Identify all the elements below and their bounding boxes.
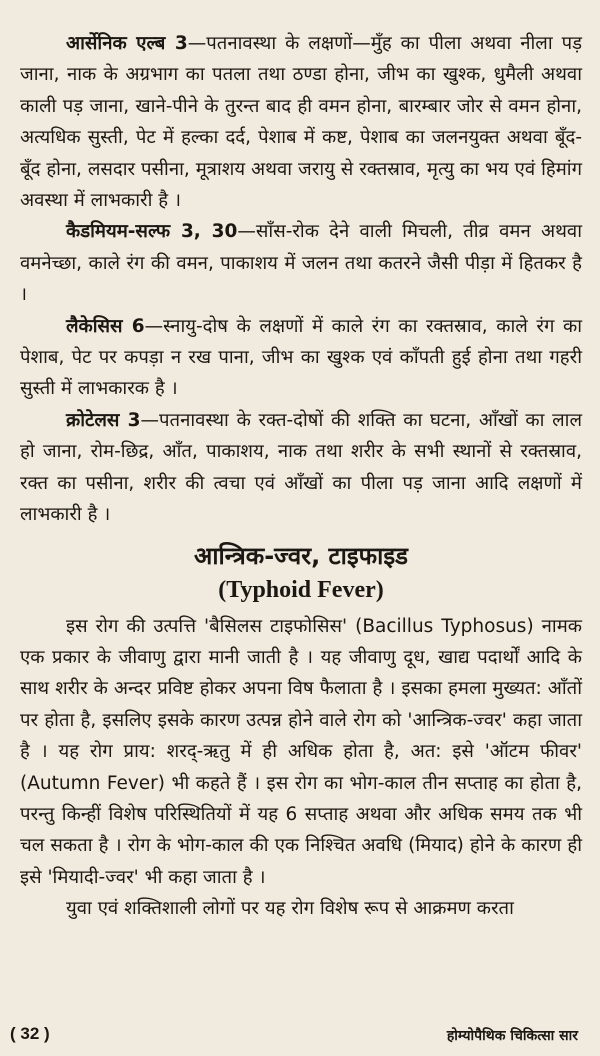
page-footer [0, 1016, 600, 1056]
remedy-paragraph-cadmium [20, 216, 582, 310]
remedy-description: —पतनावस्था के रक्त-दोषों की शक्ति का घटना, आँखों का लाल हो जाना, रोम-छिद्र, आँत, पाकाशय, नाक तथा शरीर के सभी स्थानों से रक्तस्राव, रक्त का पसीना, शरीर की त्वचा एवं आँखों का पीला पड़ जाना आदि लक्षणों में लाभकारी है । [20, 409, 582, 526]
remedy-paragraph-crotalus [20, 405, 582, 531]
remedy-paragraph-lachesis [20, 311, 582, 405]
remedy-paragraph-arsenic [20, 28, 582, 216]
remedy-name: क्रोटेलस 3 [66, 409, 141, 431]
page-number: ( 32 ) [10, 1024, 50, 1043]
running-book-title: होम्योपैथिक चिकित्सा सार [446, 1028, 578, 1044]
remedy-name: आर्सेनिक एल्ब 3 [66, 33, 188, 54]
remedy-name: लैकेसिस 6 [66, 315, 145, 337]
remedy-description: —पतनावस्था के लक्षणों—मुँह का पीला अथवा नीला पड़ जाना, नाक के अग्रभाग का पतला तथा ठण्डा होना, जीभ का खुश्क, धुमैली अथवा काली पड़ जाना, खाने-पीने के तुरन्त बाद ही वमन होना, बारम्बार जोर से वमन होना, अत्यधिक सुस्ती, पेट में हल्का दर्द, पेशाब में कष्ट, पेशाब का जलनयुक्त अथवा बूँद-बूँद होना, लसदार पसीना, मूत्राशय अथवा जरायु से रक्तस्राव, मृत्यु का भय एवं हिमांग अवस्था में लाभकारी है । [20, 33, 582, 212]
remedy-description: —साँस-रोक देने वाली मिचली, तीव्र वमन अथवा वमनेच्छा, काले रंग की वमन, पाकाशय में जलन तथा कतरने जैसी पीड़ा में हितकर है । [20, 221, 582, 306]
remedy-name: कैडमियम-सल्फ 3, 30 [66, 221, 238, 243]
section-subtitle: (Typhoid Fever) [218, 576, 384, 603]
body-paragraph: इस रोग की उत्पत्ति 'बैसिलस टाइफोसिस' (Bacillus Typhosus) नामक एक प्रकार के जीवाणु द्वारा मानी जाती है । यह जीवाणु दूध, खाद्य पदार्थों आदि के साथ शरीर के अन्दर प्रविष्ट होकर अपना विष फैलाता है । इसका हमला मुख्यत: आँतों पर होता है, इसलिए इसके कारण उत्पन्न होने वाले रोग को 'आन्त्रिक-ज्वर' कहा जाता है । यह रोग प्राय: शरद्-ऋतु में ही अधिक होता है, अत: इसे 'ऑटम फीवर' (Autumn Fever) भी कहते हैं । इस रोग का भोग-काल तीन सप्ताह का होता है, परन्तु किन्हीं विशेष परिस्थितियों में यह 6 सप्ताह अथवा और अधिक समय तक भी चल सकता है । रोग के भोग-काल की एक निश्चित अवधि (मियाद) होने के कारण ही इसे 'मियादी-ज्वर' भी कहा जाता है । [20, 615, 582, 888]
remedy-description: —स्नायु-दोष के लक्षणों में काले रंग का रक्तस्राव, काले रंग का पेशाब, पेट पर कपड़ा न रख पाना, जीभ का खुश्क एवं काँपती हुई होना तथा गहरी सुस्ती में लाभकारक है । [20, 315, 582, 400]
section-title: आन्त्रिक-ज्वर, टाइफाइड [194, 541, 408, 570]
body-paragraph: युवा एवं शक्तिशाली लोगों पर यह रोग विशेष रूप से आक्रमण करता [66, 898, 514, 920]
